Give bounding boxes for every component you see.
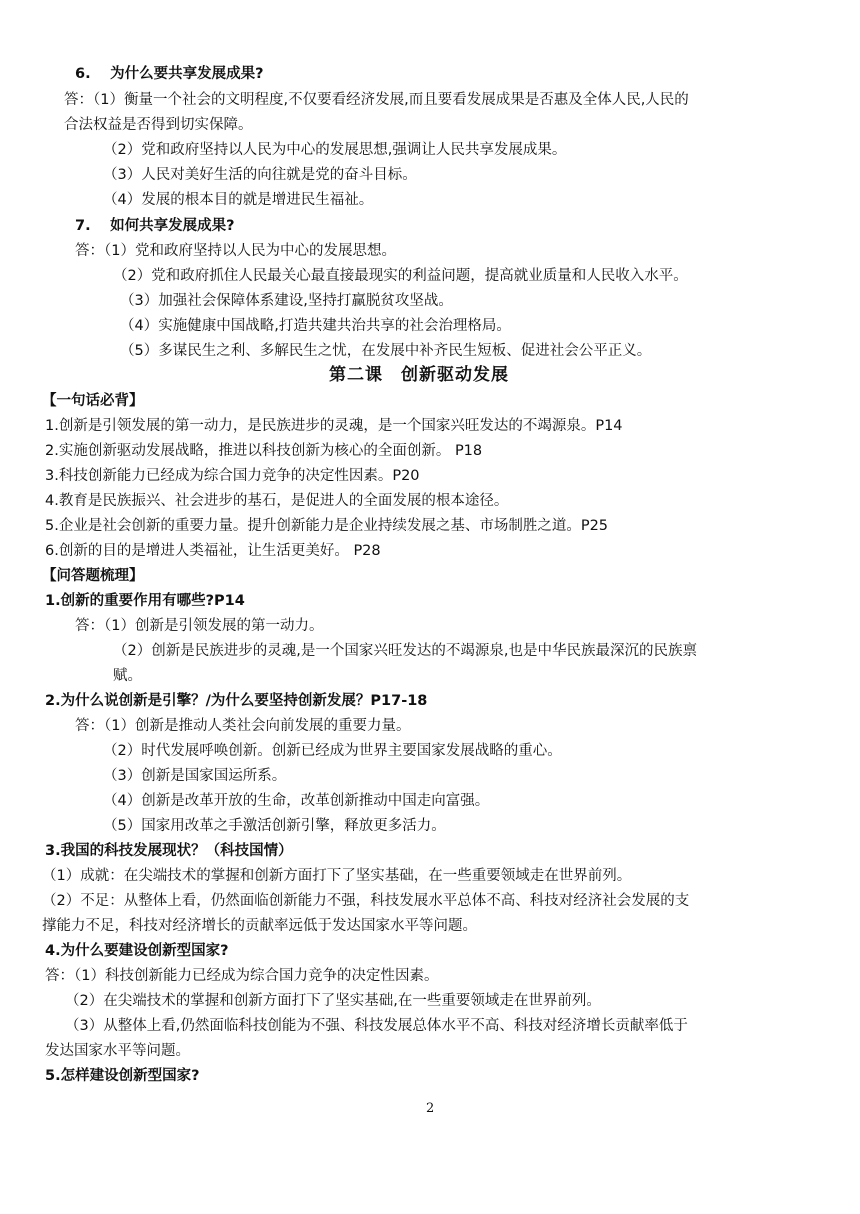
answer-line: 发达国家水平等问题。 xyxy=(45,1043,190,1059)
answer-line: （2）创新是民族进步的灵魂,是一个国家兴旺发达的不竭源泉,也是中华民族最深沉的民族禀 xyxy=(113,643,697,659)
answer-line: （3）加强社会保障体系建设,坚持打赢脱贫攻坚战。 xyxy=(120,293,453,309)
section-heading: 【一句话必背】 xyxy=(42,393,144,409)
answer-line: 答：（1）科技创新能力已经成为综合国力竞争的决定性因素。 xyxy=(45,968,439,984)
answer-line: 合法权益是否得到切实保障。 xyxy=(64,117,253,133)
answer-line: （3）从整体上看,仍然面临科技创能为不强、科技发展总体水平不高、科技对经济增长贡献率低于 xyxy=(65,1018,688,1034)
key-point: 5.企业是社会创新的重要力量。提升创新能力是企业持续发展之基、市场制胜之道。P25 xyxy=(45,518,609,534)
answer-line: 答：（1）衡量一个社会的文明程度,不仅要看经济发展,而且要看发展成果是否惠及全体人民,人民的 xyxy=(64,92,689,108)
question-6-heading: 6. 为什么要共享发展成果? xyxy=(75,66,264,82)
key-point: 2.实施创新驱动发展战略，推进以科技创新为核心的全面创新。 P18 xyxy=(45,443,483,459)
answer-line: （5）国家用改革之手激活创新引擎，释放更多活力。 xyxy=(103,818,446,834)
answer-line: 赋。 xyxy=(113,668,142,684)
answer-line: （2）时代发展呼唤创新。创新已经成为世界主要国家发展战略的重心。 xyxy=(103,743,562,759)
question-heading: 2.为什么说创新是引擎？/为什么要坚持创新发展？P17-18 xyxy=(45,693,428,709)
answer-line: 答：（1）党和政府坚持以人民为中心的发展思想。 xyxy=(75,243,396,259)
section-heading: 【问答题梳理】 xyxy=(42,568,144,584)
page-number: 2 xyxy=(426,1101,435,1116)
question-7-heading: 7. 如何共享发展成果? xyxy=(75,218,235,234)
answer-line: （2）党和政府坚持以人民为中心的发展思想,强调让人民共享发展成果。 xyxy=(103,142,567,158)
answer-line: （1）成就：在尖端技术的掌握和创新方面打下了坚实基础，在一些重要领域走在世界前列。 xyxy=(42,868,632,884)
lesson-title: 第二课 创新驱动发展 xyxy=(329,365,509,385)
answer-line: （4）实施健康中国战略,打造共建共治共享的社会治理格局。 xyxy=(120,318,511,334)
key-point: 4.教育是民族振兴、社会进步的基石，是促进人的全面发展的根本途径。 xyxy=(45,493,509,509)
question-heading: 5.怎样建设创新型国家? xyxy=(45,1068,200,1084)
answer-line: （4）创新是改革开放的生命，改革创新推动中国走向富强。 xyxy=(103,793,490,809)
key-point: 1.创新是引领发展的第一动力，是民族进步的灵魂，是一个国家兴旺发达的不竭源泉。P14 xyxy=(45,418,623,434)
answer-line: （2）不足：从整体上看，仍然面临创新能力不强，科技发展水平总体不高、科技对经济社会发展的支 xyxy=(42,893,690,909)
question-heading: 1.创新的重要作用有哪些?P14 xyxy=(45,593,245,609)
answer-line: （3）人民对美好生活的向往就是党的奋斗目标。 xyxy=(103,167,417,183)
answer-line: （5）多谋民生之利、多解民生之忧，在发展中补齐民生短板、促进社会公平正义。 xyxy=(120,343,652,359)
key-point: 3.科技创新能力已经成为综合国力竞争的决定性因素。P20 xyxy=(45,468,420,484)
answer-line: 答：（1）创新是引领发展的第一动力。 xyxy=(75,618,324,634)
answer-line: （4）发展的根本目的就是增进民生福祉。 xyxy=(103,192,374,208)
key-point: 6.创新的目的是增进人类福祉，让生活更美好。 P28 xyxy=(45,543,381,559)
answer-line: 撑能力不足，科技对经济增长的贡献率远低于发达国家水平等问题。 xyxy=(42,918,477,934)
question-heading: 3.我国的科技发展现状？（科技国情） xyxy=(45,843,293,859)
question-heading: 4.为什么要建设创新型国家? xyxy=(45,943,229,959)
answer-line: （2）在尖端技术的掌握和创新方面打下了坚实基础,在一些重要领域走在世界前列。 xyxy=(65,993,601,1009)
answer-line: （2）党和政府抓住人民最关心最直接最现实的利益问题，提高就业质量和人民收入水平。 xyxy=(113,268,688,284)
answer-line: 答：（1）创新是推动人类社会向前发展的重要力量。 xyxy=(75,718,411,734)
answer-line: （3）创新是国家国运所系。 xyxy=(103,768,287,784)
